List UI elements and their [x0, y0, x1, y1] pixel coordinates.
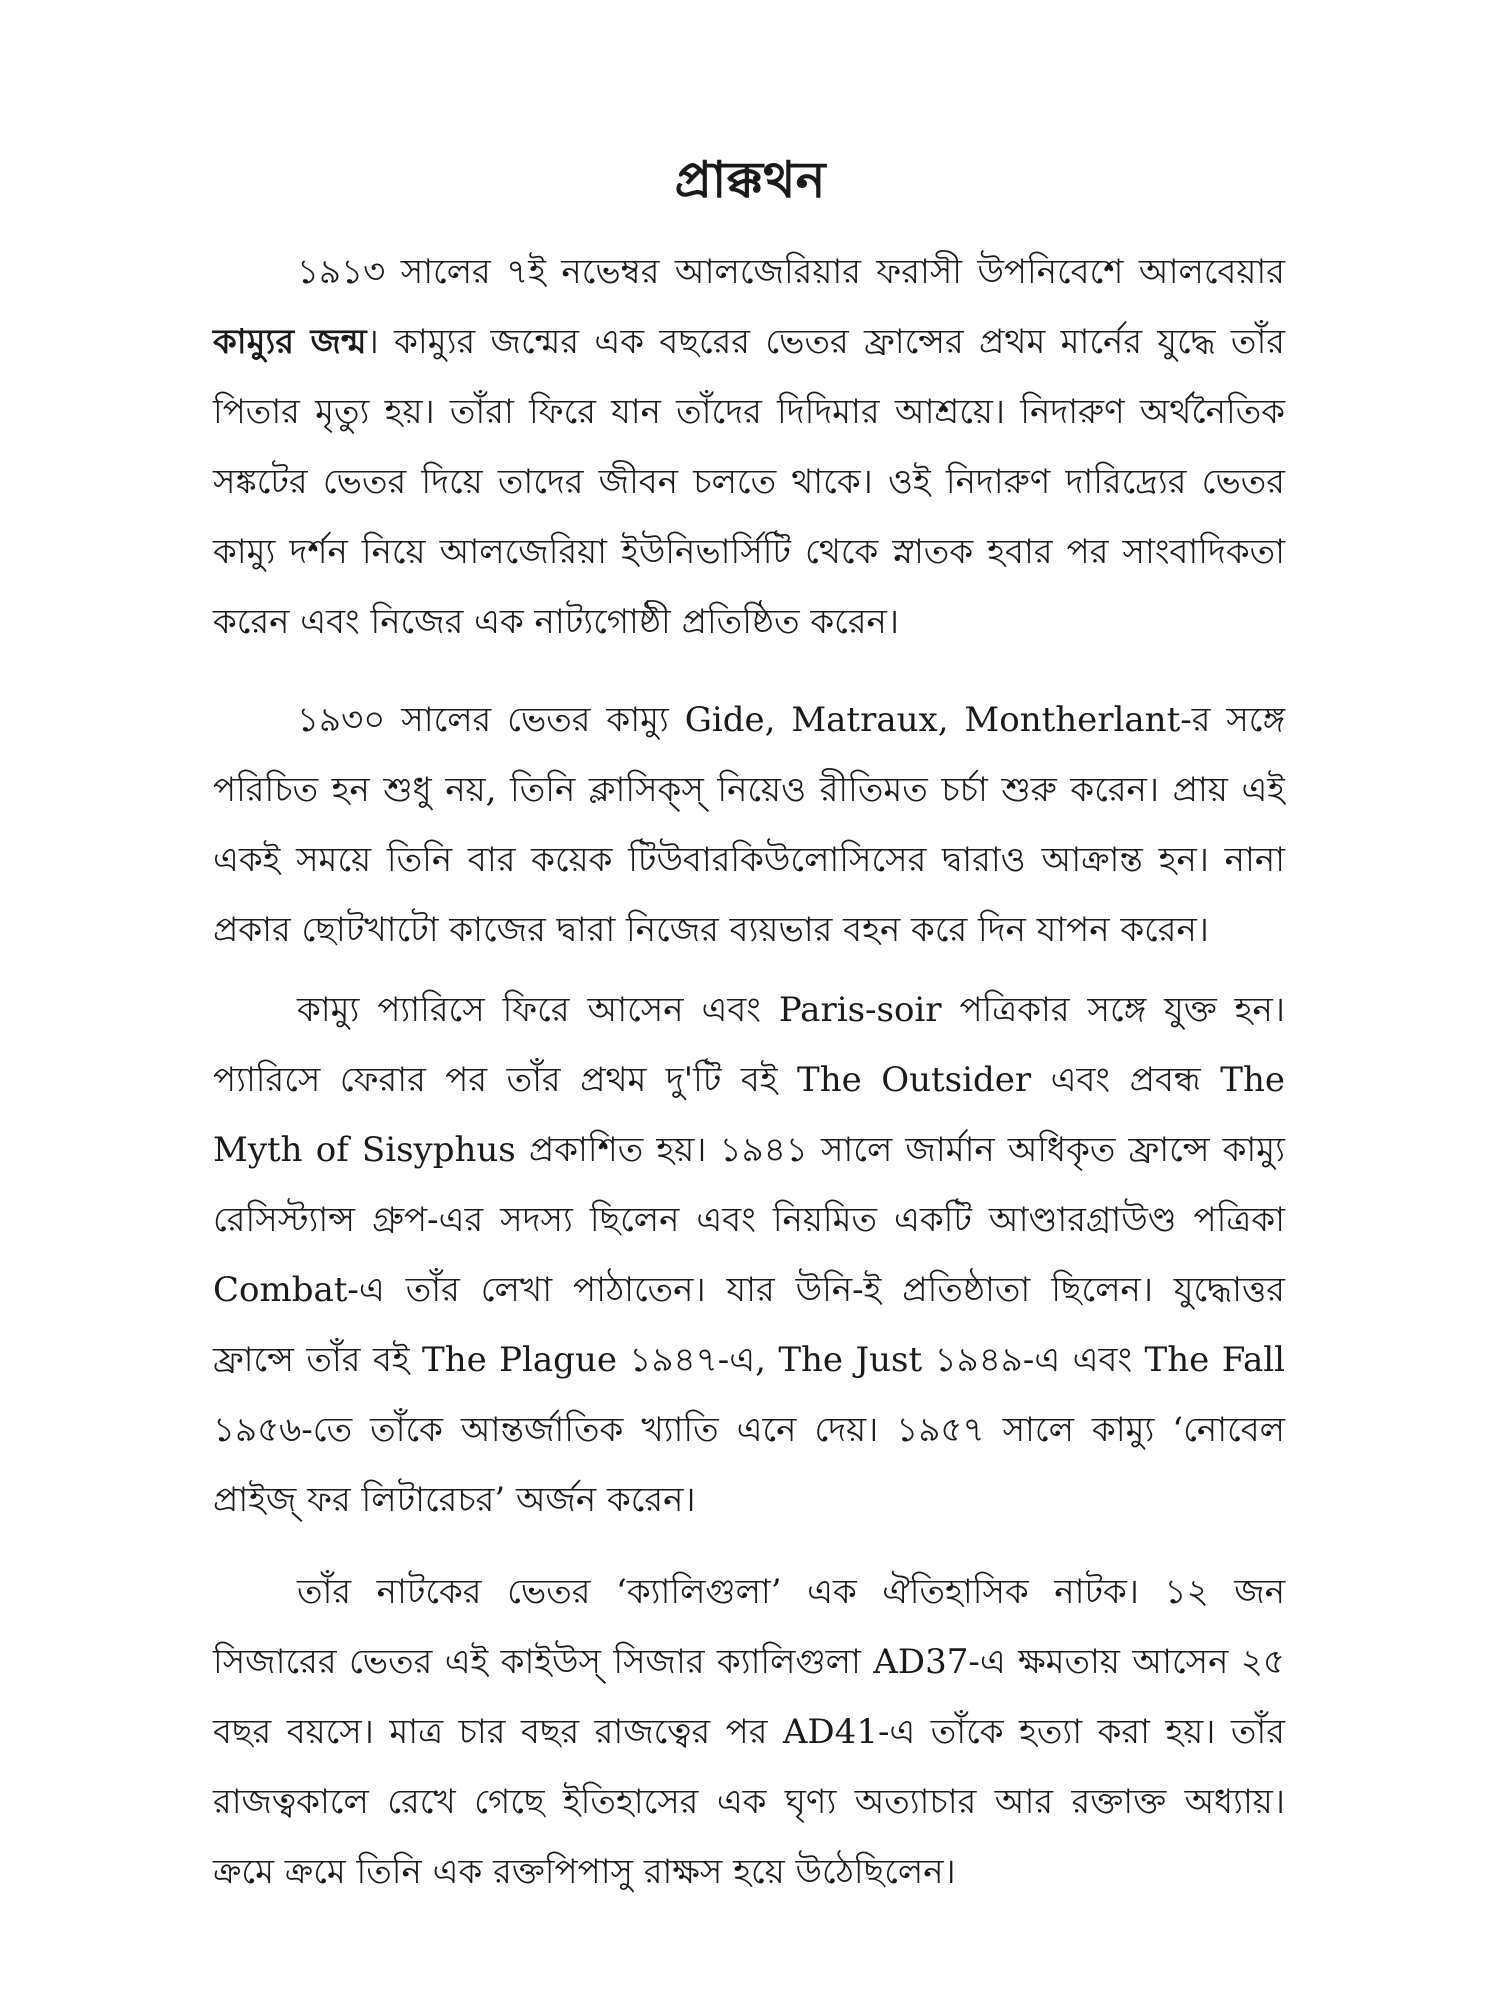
paragraph-1 [213, 237, 1285, 657]
paragraph-4: তাঁর নাটকের ভেতর ‘ক্যালিগুলা’ এক ঐতিহাসিক নাটক। ১২ জন সিজারের ভেতর এই কাইউস্ সিজার ক্যালিগুলা AD37-এ ক্ষমতায় আসেন ২৫ বছর বয়সে। মাত্র চার বছর রাজত্বের পর AD41-এ তাঁকে হত্যা করা হয়। তাঁর রাজত্বকালে রেখে গেছে ইতিহাসের এক ঘৃণ্য অত্যাচার আর রক্তাক্ত অধ্যায়। ক্রমে ক্রমে তিনি এক রক্তপিপাসু রাক্ষস হয়ে উঠেছিলেন। [213, 1572, 1285, 1892]
paragraph-1-bold-name: কাম্যুর জন্ম [213, 322, 367, 362]
paragraph-3: কাম্যু প্যারিসে ফিরে আসেন এবং Paris-soir পত্রিকার সঙ্গে যুক্ত হন। প্যারিসে ফেরার পর তাঁর প্রথম দু'টি বই The Outsider এবং প্রবন্ধ The Myth of Sisyphus প্রকাশিত হয়। ১৯৪১ সালে জার্মান অধিকৃত ফ্রান্সে কাম্যু রেসিস্ট্যান্স গ্রুপ-এর সদস্য ছিলেন এবং নিয়মিত একটি আণ্ডারগ্রাউণ্ড পত্রিকা Combat-এ তাঁর লেখা পাঠাতেন। যার উনি-ই প্রতিষ্ঠাতা ছিলেন। যুদ্ধোত্তর ফ্রান্সে তাঁর বই The Plague ১৯৪৭-এ, The Just ১৯৪৯-এ এবং The Fall ১৯৫৬-তে তাঁকে আন্তর্জাতিক খ্যাতি এনে দেয়। ১৯৫৭ সালে কাম্যু ‘নোবেল প্রাইজ্ ফর লিটারেচর’ অর্জন করেন। [213, 990, 1285, 1520]
paragraph-2: ১৯৩০ সালের ভেতর কাম্যু Gide, Matraux, Montherlant-র সঙ্গে পরিচিত হন শুধু নয়, তিনি ক্লাসিক্স্ নিয়েও রীতিমত চর্চা শুরু করেন। প্রায় এই একই সময়ে তিনি বার কয়েক টিউবারকিউলোসিসের দ্বারাও আক্রান্ত হন। নানা প্রকার ছোটখাটো কাজের দ্বারা নিজের ব্যয়ভার বহন করে দিন যাপন করেন। [213, 700, 1285, 950]
paragraph-1-text: । কাম্যুর জন্মের এক বছরের ভেতর ফ্রান্সের প্রথম মার্নের যুদ্ধে তাঁর পিতার মৃত্যু হয়। তাঁরা ফিরে যান তাঁদের দিদিমার আশ্রয়ে। নিদারুণ অর্থনৈতিক সঙ্কটের ভেতর দিয়ে তাদের জীবন চলতে থাকে। ওই নিদারুণ দারিদ্র্যের ভেতর কাম্যু দর্শন নিয়ে আলজেরিয়া ইউনিভার্সিটি থেকে স্নাতক হবার পর সাংবাদিকতা করেন এবং নিজের এক নাট্যগোষ্ঠী প্রতিষ্ঠিত করেন। [213, 322, 1286, 642]
page-title: প্রাক্কথন [674, 151, 826, 209]
paragraph-1-lead: ১৯১৩ সালের ৭ই নভেম্বর আলজেরিয়ার ফরাসী উপনিবেশে আলবেয়ার [297, 252, 1285, 292]
